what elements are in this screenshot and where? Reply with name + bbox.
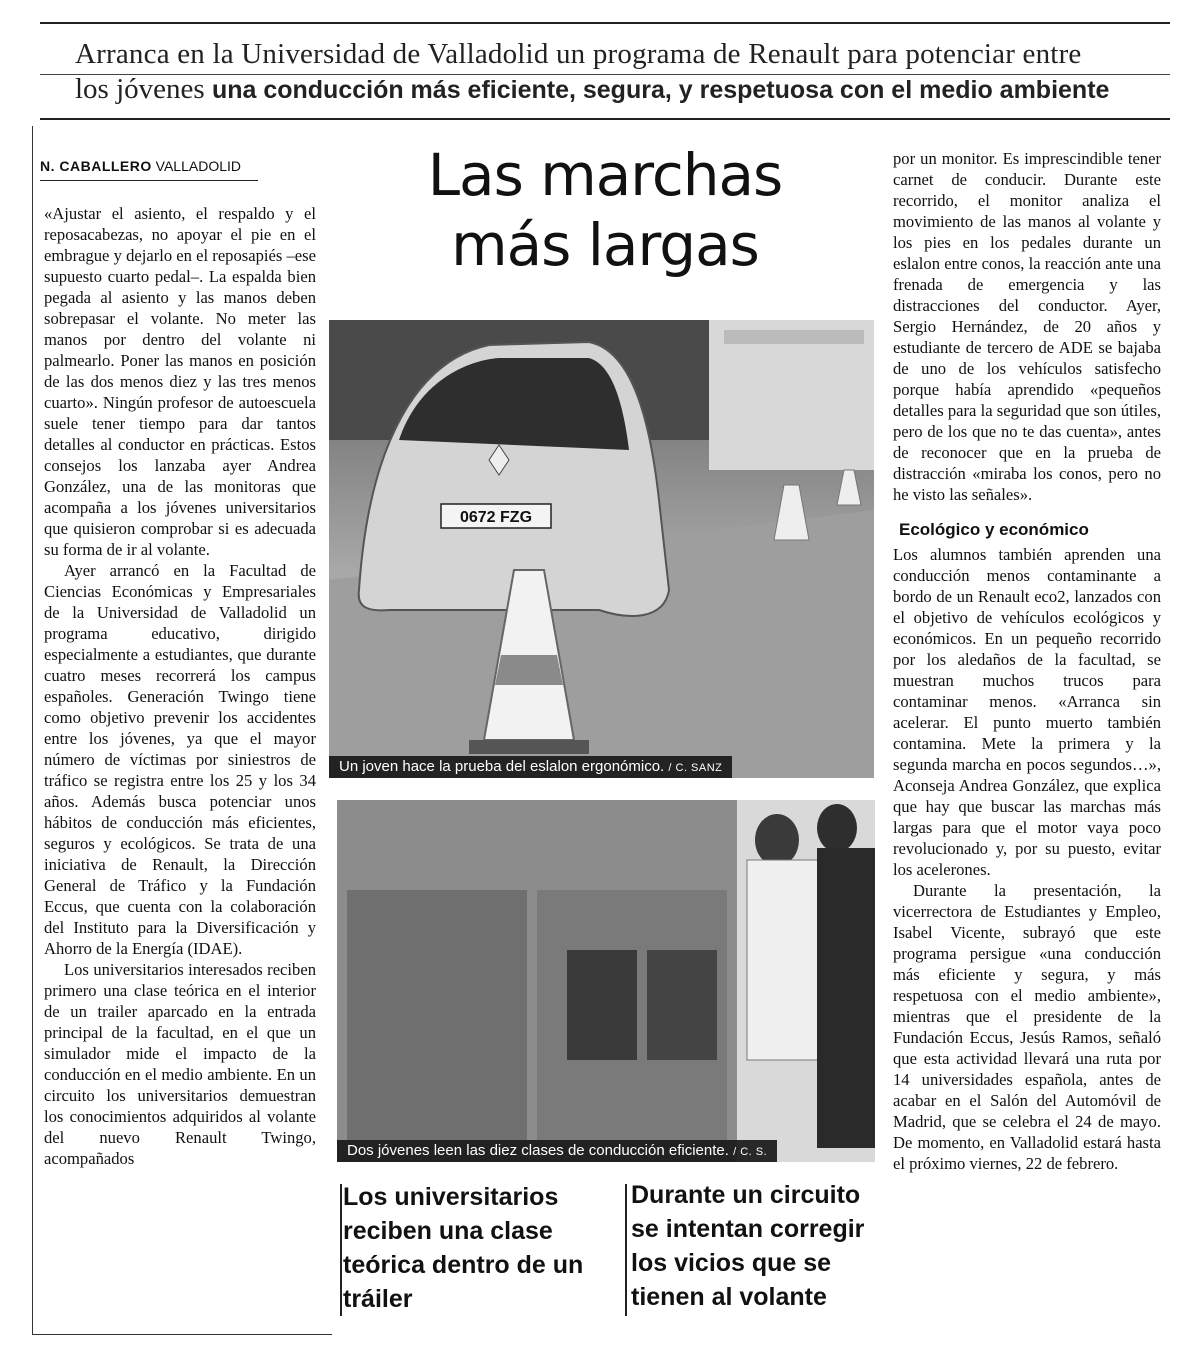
body-column-right (893, 148, 1161, 1174)
license-plate: 0672 FZG (459, 509, 533, 526)
body-paragraph: «Ajustar el asiento, el respaldo y el reposacabezas, no apoyar el pie en el embrague y dejarlo en el reposapiés –ese supuesto cuarto pedal–. La espalda bien pegada al asiento y las manos deben sobrepasar el volante. No meter las manos por dentro del volante ni palmearlo. Poner las manos en posición de las dos menos diez y las tres menos cuarto». Ningún profesor de autoescuela suele tener tiempo para dar tantos detalles al conductor en prácticas. Estos consejos los lanzaba ayer Andrea González, una de las monitoras que acompaña a los jóvenes universitarios que quisieron comprobar si es adecuada su forma de ir al volante. (44, 204, 316, 559)
trailer-photo-illustration (337, 800, 875, 1162)
body-paragraph: Ayer arrancó en la Facultad de Ciencias Económicas y Empresariales de la Universidad de Valladolid un programa educativo, dirigido especialmente a estudiantes, que durante cuatro meses recorrerá los campus españoles. Generación Twingo tiene como objetivo prevenir los accidentes entre los jóvenes, ya que el mayor número de víctimas por siniestros de tráfico se registra entre los 25 y los 34 años. Además busca potenciar unos hábitos de conducción más eficientes, seguros y ecológicos. Se trata de una iniciativa de Renault, la Dirección General de Tráfico y la Fundación Eccus, que cuenta con la colaboración del Instituto para la Diversificación y Ahorro de la Energía (IDAE). (44, 561, 316, 958)
kicker-line-1: Arranca en la Universidad de Valladolid un programa de Renault para potenciar entre (75, 38, 1082, 70)
body-paragraph: por un monitor. Es imprescindible tener carnet de conducir. Durante este recorrido, el monitor analiza el movimiento de las manos al volante y los pies en los pedales durante un eslalon entre conos, la reacción ante una frenada de emergencia y las distracciones del conductor. Ayer, Sergio Hernández, de 20 años y estudiante de tercero de ADE se bajaba de uno de los vehículos satisfecho porque había aprendido «pequeños detalles para la seguridad que son útiles, pero de los que no te das cuenta», antes de reconocer que en la prueba de distracción «miraba los conos, pero no he visto las señales». (893, 149, 1161, 504)
kicker-line-2 (75, 73, 1109, 106)
car-photo-illustration (329, 320, 874, 778)
body-paragraph: Los universitarios interesados reciben primero una clase teórica en el interior de un trailer aparcado en la entrada principal de la facultad, en el que un simulador mide el impacto de la conducción en el medio ambiente. En un circuito los universitarios demuestran los conocimientos adquiridos al volante del nuevo Renault Twingo, acompañados (44, 960, 316, 1168)
body-paragraph: Los alumnos también aprenden una conducción menos contaminante a bordo de un Renault eco2, lanzados con el objetivo de vehículos ecológicos y económicos. En un pequeño recorrido por los aledaños de la facultad, se muestran muchos trucos para contaminar menos. «Arranca sin acelerar. El punto muerto también contamina. Mete la primera y la segunda marcha en pocos segundos…», Aconseja Andrea González, que explica que hay que buscar las marchas más largas para que el motor vaya poco revolucionado y, por su puesto, evitar los acelerones. (893, 545, 1161, 879)
photo-credit: / C. S. (733, 1146, 768, 1158)
byline (40, 158, 241, 174)
photo-caption-text: Dos jóvenes leen las diez clases de conducción eficiente. (347, 1142, 729, 1159)
kicker-line-2-light: los jóvenes (75, 73, 205, 105)
photo-car-slalom (329, 320, 874, 778)
pullquote-right: Durante un circuito se intentan corregir los vicios que se tienen al volante (631, 1181, 865, 1311)
headline-line-2: más largas (451, 211, 759, 279)
body-column-left (44, 203, 316, 1169)
photo-credit: / C. SANZ (668, 762, 723, 774)
pullquote-rule-left (340, 1184, 342, 1316)
header-rule-top (40, 22, 1170, 24)
photo-caption (337, 1140, 777, 1162)
byline-rule (40, 180, 258, 181)
frame-left-rule (32, 126, 33, 1334)
byline-location: VALLADOLID (155, 158, 242, 174)
pullquote-left: Los universitarios reciben una clase teórica dentro de un tráiler (343, 1183, 584, 1313)
kicker-line-2-bold: una conducción más eficiente, segura, y respetuosa con el medio ambiente (211, 76, 1110, 104)
body-paragraph: Durante la presentación, la vicerrectora de Estudiantes y Empleo, Isabel Vicente, subrayó que este programa persigue «una conducción más eficiente y segura, y más respetuosa con el medio ambiente», mientras que el presidente de la Fundación Eccus, Jesús Ramos, señaló que esta actividad llevará una ruta por 14 universidades española, antes de acabar en el Salón del Automóvil de Madrid, que se celebra el 24 de mayo. De momento, en Valladolid estará hasta el próximo viernes, 22 de febrero. (893, 881, 1161, 1173)
photo-caption-text: Un joven hace la prueba del eslalon ergonómico. (339, 758, 665, 775)
photo-trailer-panels (337, 800, 875, 1162)
headline-line-1: Las marchas (427, 141, 783, 209)
photo-caption (329, 756, 732, 778)
header-rule-bottom (40, 118, 1170, 120)
byline-author: N. CABALLERO (40, 158, 152, 174)
headline (330, 140, 880, 280)
frame-bottom-rule (32, 1334, 332, 1335)
section-subhead: Ecológico y económico (899, 520, 1089, 539)
pullquote-rule-right (625, 1184, 627, 1316)
